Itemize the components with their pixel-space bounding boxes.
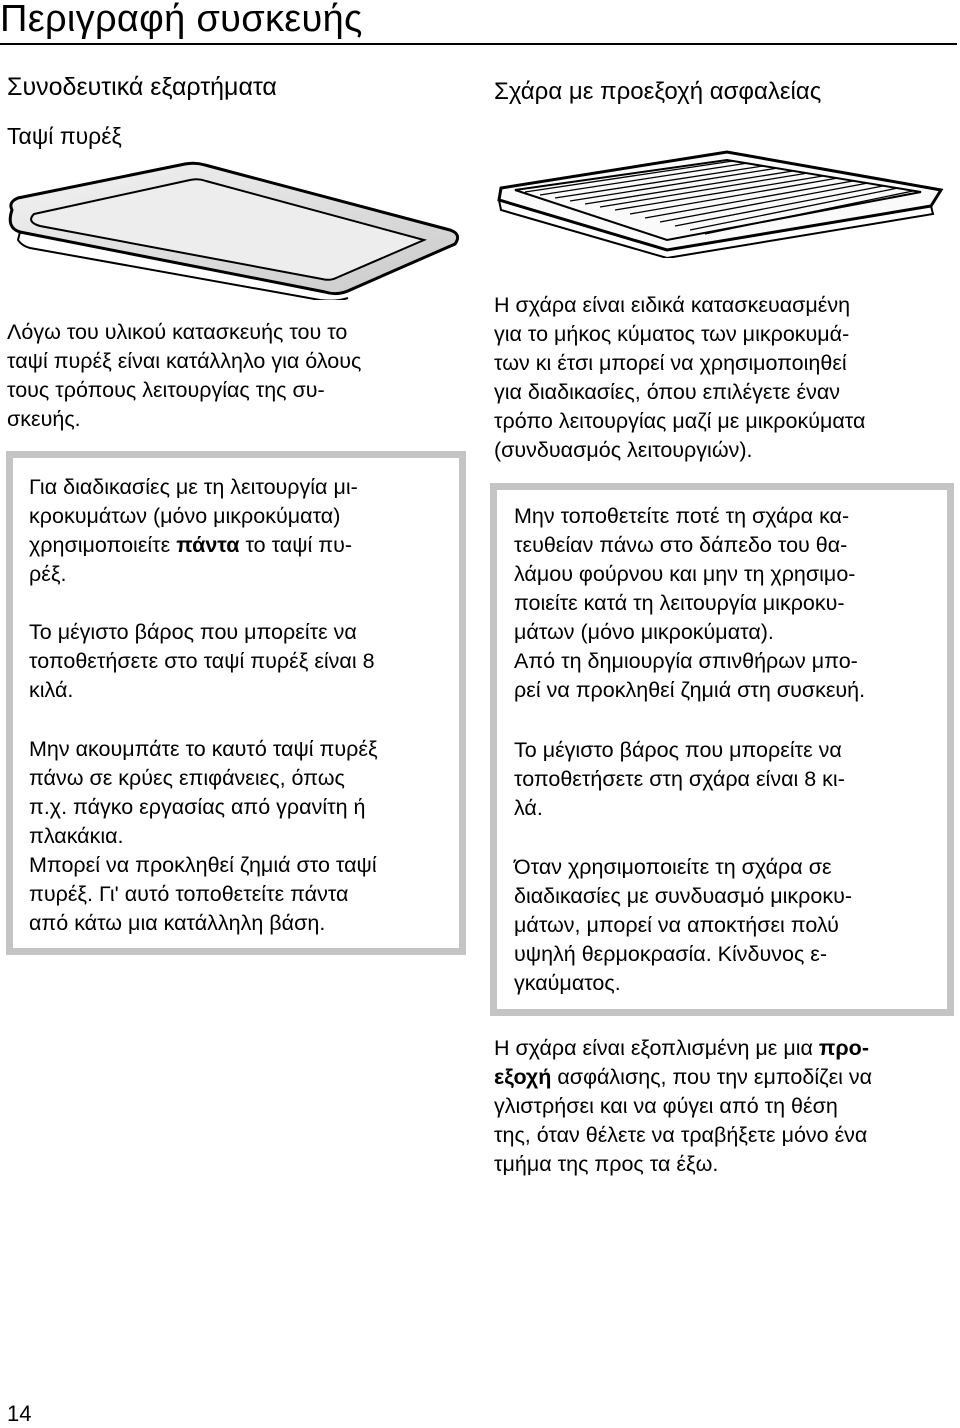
rack-description-paragraph: Η σχάρα είναι ειδικά κατασκευασμένη για το μήκος κύματος των μικροκυμά- των κι έτσι μπορεί να χρησιμοποιηθεί για διαδικασίες, όπου επιλέγετε έναν τρόπο λειτουργίας μαζί με μικροκύματα (συνδυασμός λειτουργιών).	[494, 293, 866, 462]
baking-tray-illustration-icon	[0, 160, 470, 300]
tray-max-weight-note: Το μέγιστο βάρος που μπορείτε να τοποθετήσετε στο ταψί πυρέξ είναι 8 κιλά.	[29, 620, 375, 702]
sub-heading-pyrex-tray: Ταψί πυρέξ	[7, 123, 122, 149]
rack-max-weight-note: Το μέγιστο βάρος που μπορείτε να τοποθετήσετε στη σχάρα είναι 8 κι- λά.	[514, 738, 845, 820]
title-rule	[0, 43, 957, 45]
page-number: 14	[7, 1401, 32, 1426]
rack-hot-warning: Όταν χρησιμοποιείτε τη σχάρα σε διαδικασίες με συνδυασμό μικροκυ- μάτων, μπορεί να αποκτήσει πολύ υψηλή θερμοκρασία. Κίνδυνος ε- γκαύματος.	[514, 855, 853, 995]
tray-warning-box	[6, 451, 466, 955]
tray-microwave-note: Για διαδικασίες με τη λειτουργία μι- κροκυμάτων (μόνο μικροκύματα) χρησιμοποιείτε πάντα το ταψί πυ- ρέξ.	[29, 475, 358, 586]
tray-description-paragraph: Λόγω του υλικού κατασκευής του το ταψί πυρέξ είναι κατάλληλο για όλους τους τρόπους λειτουργίας της συ- σκευής.	[7, 320, 362, 431]
wire-rack-illustration-icon	[495, 148, 945, 258]
page-title: Περιγραφή συσκευής	[0, 0, 363, 40]
rack-floor-warning: Μην τοποθετείτε ποτέ τη σχάρα κα- τευθείαν πάνω στο δάπεδο του θα- λάμου φούρνου και μην τη χρησιμο- ποιείτε κατά τη λειτουργία μικροκυ- μάτων (μόνο μικροκύματα). Από τη δημιουργία σπινθήρων μπο- ρεί να προκληθεί ζημιά στη συσκευή.	[514, 504, 866, 702]
section-heading-wire-rack: Σχάρα με προεξοχή ασφαλείας	[494, 78, 822, 105]
rack-safety-stop-paragraph: Η σχάρα είναι εξοπλισμένη με μια προ- εξοχή ασφάλισης, που την εμποδίζει να γλιστρήσει και να φύγει από τη θέση της, όταν θέλετε να τραβήξετε μόνο ένα τμήμα της προς τα έξω.	[494, 1036, 873, 1176]
rack-warning-box	[490, 483, 954, 1016]
tray-hot-surface-warning: Μην ακουμπάτε το καυτό ταψί πυρέξ πάνω σε κρύες επιφάνειες, όπως π.χ. πάγκο εργασίας από γρανίτη ή πλακάκια. Μπορεί να προκληθεί ζημιά στο ταψί πυρέξ. Γι' αυτό τοποθετείτε πάντα από κάτω μια κατάλληλη βάση.	[29, 737, 378, 935]
section-heading-accessories: Συνοδευτικά εξαρτήματα	[7, 73, 277, 101]
